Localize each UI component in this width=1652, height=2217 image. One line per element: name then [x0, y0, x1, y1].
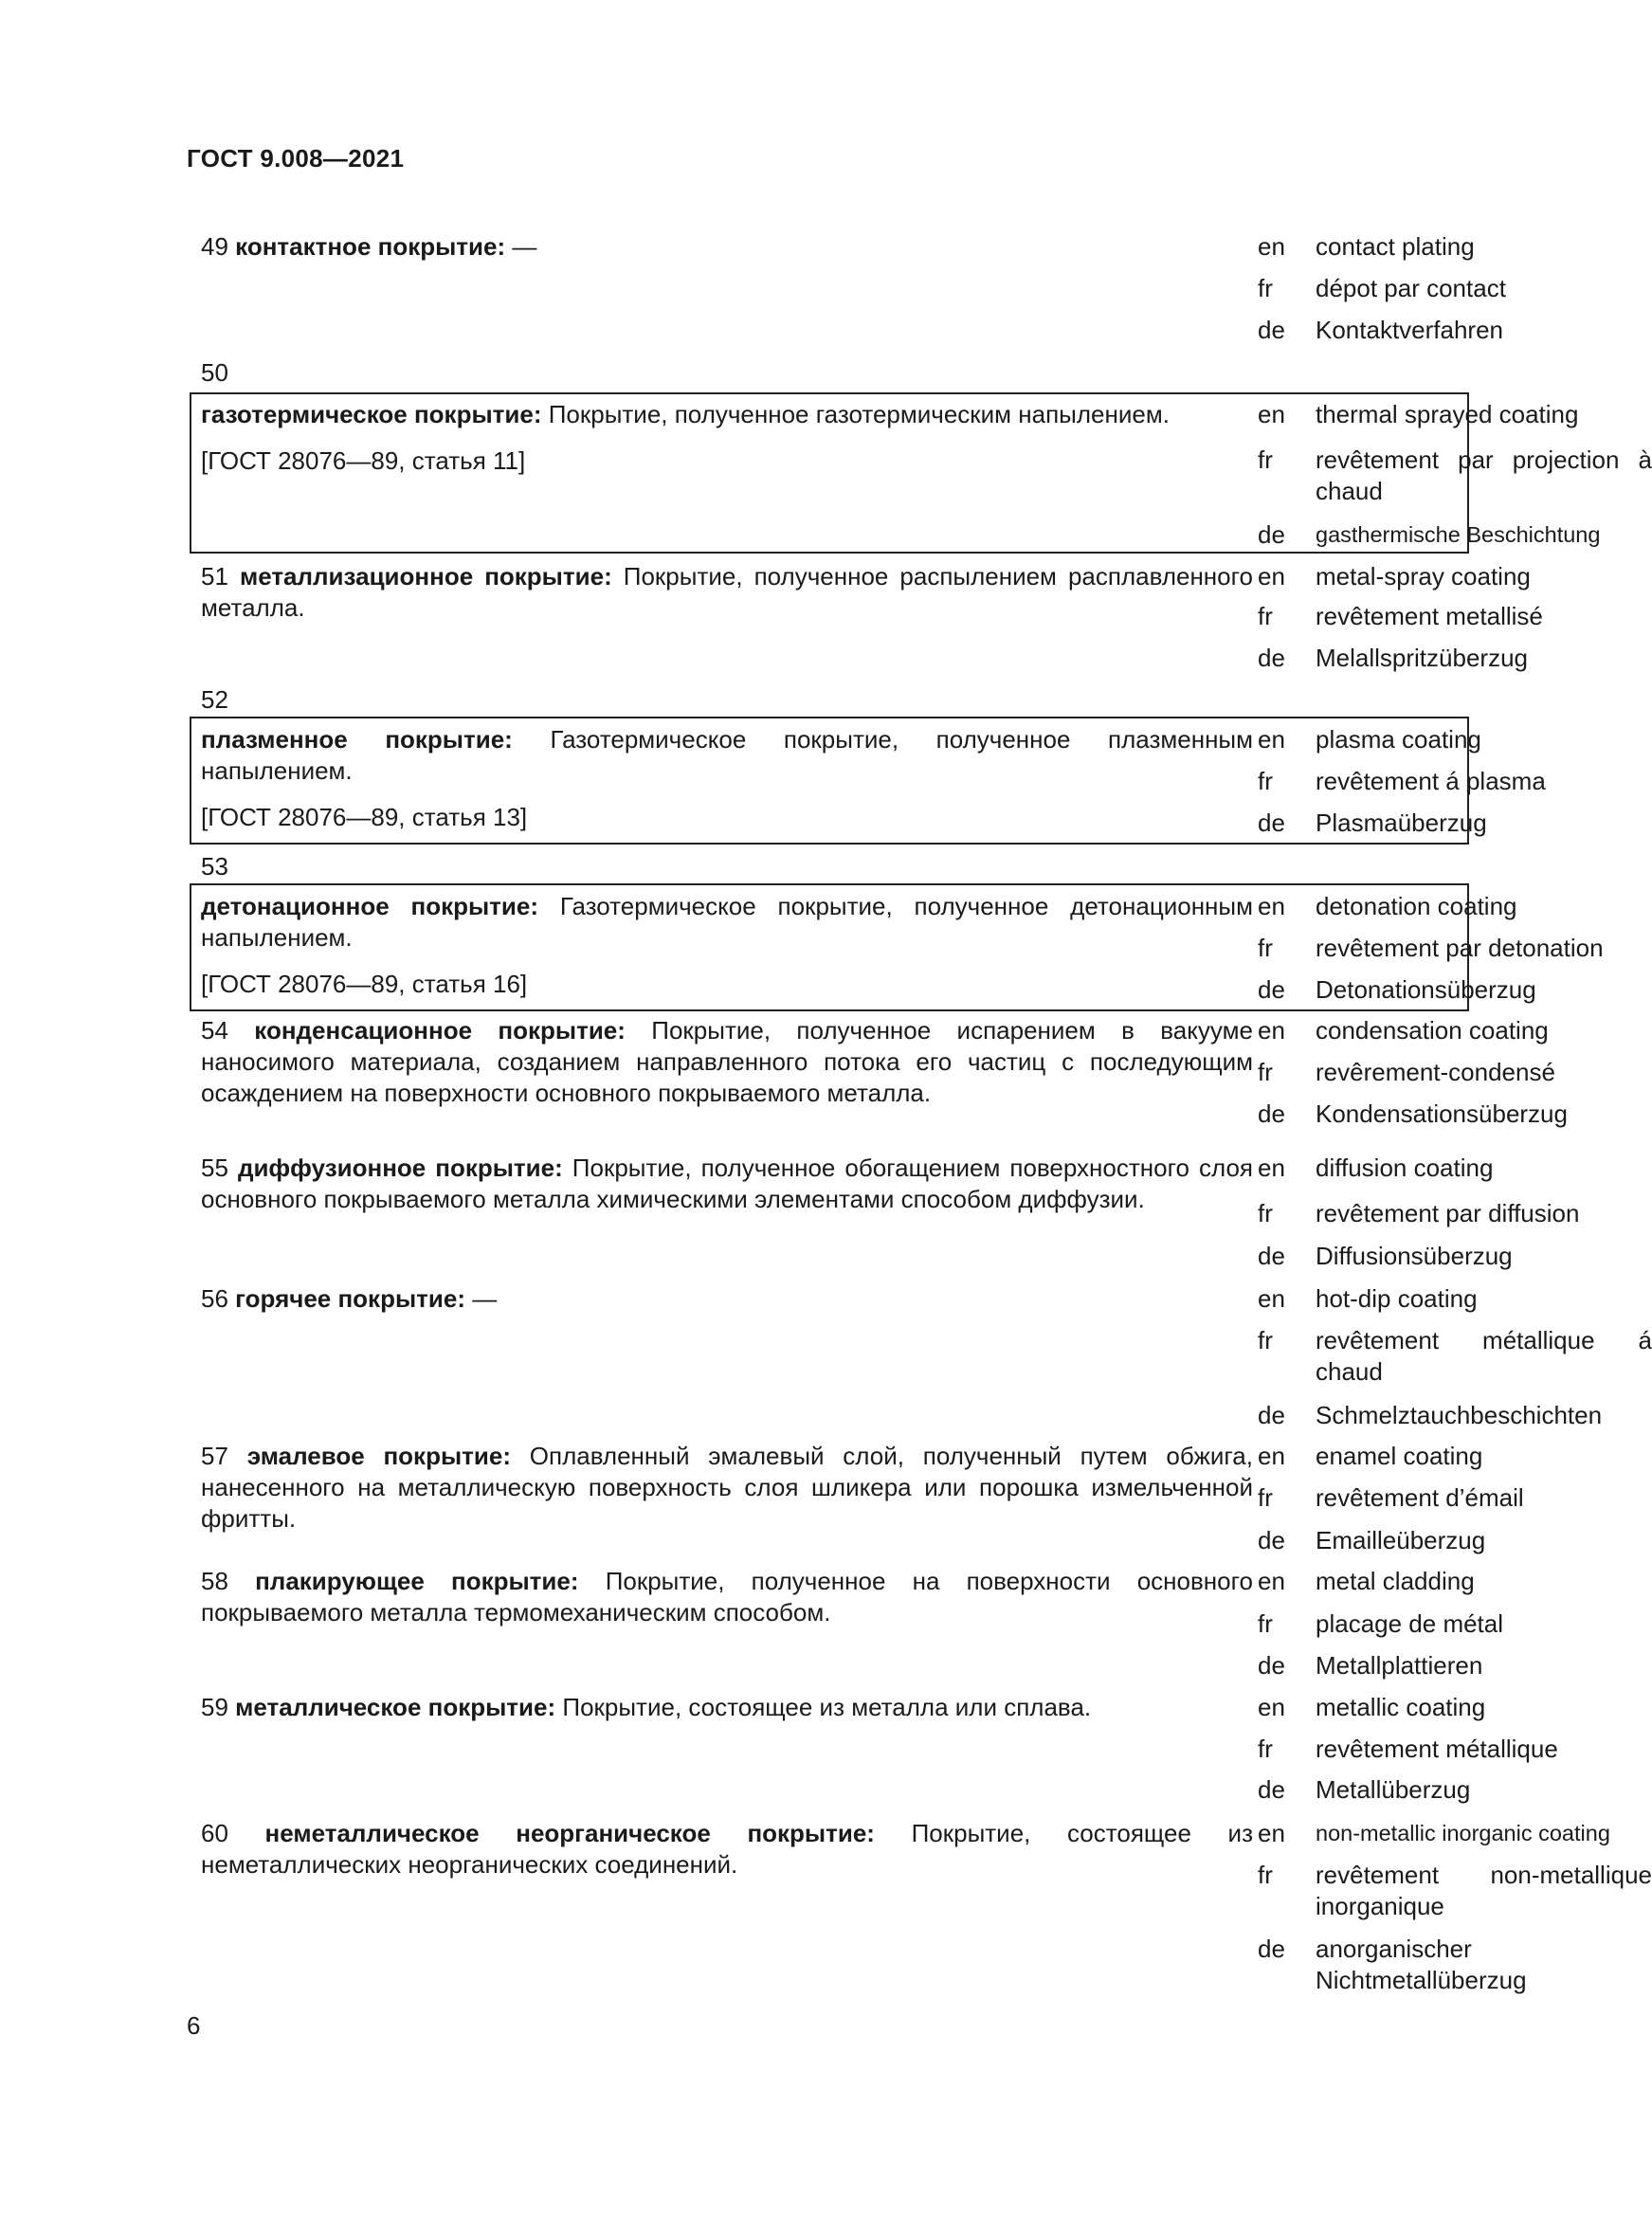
term-text: —	[465, 1284, 498, 1313]
lang-code-de: de	[1258, 809, 1285, 837]
translation-fr: revêtement á plasma	[1316, 767, 1546, 795]
translation-de: Diffusionsüberzug	[1316, 1242, 1513, 1270]
term-text: Покрытие, полученное газотермическим напылением.	[541, 400, 1170, 428]
term-definition	[201, 1818, 1253, 1881]
term-number: 55	[201, 1154, 228, 1182]
translation-fr: revêtement metallisé	[1316, 602, 1543, 630]
term-name: детонационное покрытие:	[201, 892, 539, 920]
lang-code-en: en	[1258, 562, 1285, 591]
translation-en: metallic coating	[1316, 1693, 1486, 1721]
translation-de: Kondensationsüberzug	[1316, 1099, 1568, 1128]
term-entry-56	[190, 1283, 1652, 1435]
translation-de: Metallplattieren	[1316, 1651, 1483, 1680]
lang-code-en: en	[1258, 725, 1285, 754]
lang-code-fr: fr	[1258, 934, 1273, 962]
lang-code-en: en	[1258, 1016, 1285, 1045]
term-entry-55	[190, 1153, 1580, 1281]
lang-code-de: de	[1258, 1242, 1285, 1270]
term-number-label: 50	[201, 358, 228, 387]
term-text: Покрытие, полученное распылением расплавленного металла.	[201, 562, 1253, 622]
translation-fr: revêtement par diffusion	[1316, 1199, 1580, 1227]
term-entry-52	[190, 724, 1546, 843]
lang-code-de: de	[1258, 316, 1285, 344]
term-number: 58	[201, 1567, 228, 1595]
term-number: 54	[201, 1016, 228, 1045]
lang-code-fr: fr	[1258, 1609, 1273, 1638]
translation-de: Melallspritzüberzug	[1316, 644, 1528, 672]
term-definition	[201, 1153, 1253, 1215]
translation-fr: revêtement par projection à chaud	[1316, 445, 1652, 505]
term-text: Оплавленный эмалевый слой, полученный путем обжига, нанесенного на металлическую поверхность слоя шликера или порошка измельченной фритты.	[201, 1442, 1253, 1533]
translation-en: detonation coating	[1316, 892, 1517, 920]
translation-en: non-metallic inorganic coating	[1316, 1821, 1610, 1845]
term-text: Покрытие, полученное на поверхности основного покрываемого металла термомеханическим способом.	[201, 1567, 1253, 1626]
term-number-label: 53	[201, 852, 228, 881]
translation-en: plasma coating	[1316, 725, 1481, 754]
term-name: металлическое покрытие:	[235, 1693, 556, 1721]
term-definition	[201, 1566, 1253, 1628]
translation-fr: revêtement d’émail	[1316, 1483, 1524, 1512]
term-text: Покрытие, полученное испарением в вакууме наносимого материала, созданием направленного потока его частиц с последующим осаждением на поверхности основного покрываемого металла.	[201, 1016, 1253, 1107]
term-name: плакирующее покрытие:	[255, 1567, 579, 1595]
term-name: диффузионное покрытие:	[237, 1154, 563, 1182]
term-name: горячее покрытие:	[235, 1284, 465, 1313]
translation-de: gasthermische Beschichtung	[1316, 522, 1601, 547]
term-name: конденсационное покрытие:	[254, 1016, 626, 1045]
translation-en: enamel coating	[1316, 1442, 1483, 1470]
translation-de: Plasmaüberzug	[1316, 809, 1487, 837]
term-source: [ГОСТ 28076—89, статья 16]	[201, 970, 528, 998]
term-text: —	[505, 232, 537, 261]
document-header: ГОСТ 9.008—2021	[187, 144, 405, 173]
term-name: металлизационное покрытие:	[239, 562, 612, 591]
lang-code-fr: fr	[1258, 1326, 1273, 1354]
term-entry-49	[190, 231, 1506, 345]
term-text: Газотермическое покрытие, полученное плазменным напылением.	[201, 725, 1253, 785]
translation-en: metal-spray coating	[1316, 562, 1531, 591]
lang-code-de: de	[1258, 1935, 1285, 1963]
lang-code-de: de	[1258, 1775, 1285, 1804]
lang-code-en: en	[1258, 1442, 1285, 1470]
lang-code-en: en	[1258, 1819, 1285, 1847]
lang-code-fr: fr	[1258, 602, 1273, 630]
term-definition	[201, 1692, 1253, 1723]
translation-en: diffusion coating	[1316, 1154, 1494, 1182]
lang-code-en: en	[1258, 892, 1285, 920]
lang-code-en: en	[1258, 400, 1285, 428]
term-name: контактное покрытие:	[235, 232, 506, 261]
term-entry-58	[190, 1566, 1504, 1684]
term-definition	[201, 1441, 1253, 1535]
term-name: газотермическое покрытие:	[201, 400, 542, 428]
lang-code-fr: fr	[1258, 1483, 1273, 1512]
lang-code-fr: fr	[1258, 1058, 1273, 1086]
translation-fr: revêtement non-metallique inorganique	[1316, 1861, 1652, 1920]
term-number-label: 52	[201, 685, 228, 714]
lang-code-de: de	[1258, 975, 1285, 1004]
lang-code-de: de	[1258, 520, 1285, 549]
translation-en: hot-dip coating	[1316, 1284, 1478, 1313]
term-definition	[201, 891, 1253, 1000]
translation-de: Metallüberzug	[1316, 1775, 1471, 1804]
term-entry-51	[190, 561, 1543, 675]
lang-code-fr: fr	[1258, 1199, 1273, 1227]
term-entry-59	[190, 1692, 1558, 1810]
page-number: 6	[187, 2011, 201, 2040]
term-name: эмалевое покрытие:	[246, 1442, 511, 1470]
lang-code-fr: fr	[1258, 445, 1273, 474]
lang-code-de: de	[1258, 1401, 1285, 1429]
lang-code-de: de	[1258, 1099, 1285, 1128]
term-name: неметаллическое неорганическое покрытие:	[264, 1819, 875, 1847]
lang-code-en: en	[1258, 1154, 1285, 1182]
term-source: [ГОСТ 28076—89, статья 11]	[201, 446, 526, 475]
term-number: 57	[201, 1442, 228, 1470]
lang-code-en: en	[1258, 1693, 1285, 1721]
term-number: 49	[201, 232, 228, 261]
lang-code-fr: fr	[1258, 767, 1273, 795]
term-text: Газотермическое покрытие, полученное детонационным напылением.	[201, 892, 1253, 952]
lang-code-en: en	[1258, 1284, 1285, 1313]
translation-en: contact plating	[1316, 232, 1475, 261]
translation-en: metal cladding	[1316, 1567, 1475, 1595]
term-number: 60	[201, 1819, 228, 1847]
term-entry-50	[190, 399, 1652, 551]
lang-code-en: en	[1258, 1567, 1285, 1595]
lang-code-de: de	[1258, 644, 1285, 672]
term-text: Покрытие, состоящее из неметаллических неорганических соединений.	[201, 1819, 1253, 1879]
translation-fr: placage de métal	[1316, 1609, 1504, 1638]
translation-fr: revêtement métallique	[1316, 1735, 1558, 1763]
term-entry-60	[190, 1818, 1652, 2008]
lang-code-fr: fr	[1258, 1735, 1273, 1763]
translation-en: condensation coating	[1316, 1016, 1549, 1045]
lang-code-fr: fr	[1258, 274, 1273, 302]
term-definition	[201, 724, 1253, 833]
term-name: плазменное покрытие:	[201, 725, 513, 754]
term-definition	[201, 1283, 1253, 1315]
term-entry-54	[190, 1015, 1568, 1146]
translation-de: Schmelztauchbeschichten	[1316, 1401, 1603, 1429]
term-definition	[201, 1015, 1253, 1109]
lang-code-de: de	[1258, 1651, 1285, 1680]
translation-de: Kontaktverfahren	[1316, 316, 1504, 344]
term-entry-53	[190, 891, 1604, 1009]
term-number: 51	[201, 562, 228, 591]
lang-code-de: de	[1258, 1526, 1285, 1554]
term-number: 59	[201, 1693, 228, 1721]
translation-fr: revêrement-condensé	[1316, 1058, 1555, 1086]
translation-de: Emailleüberzug	[1316, 1526, 1486, 1554]
translation-de: Detonationsüberzug	[1316, 975, 1536, 1004]
lang-code-en: en	[1258, 232, 1285, 261]
term-number: 56	[201, 1284, 228, 1313]
term-text: Покрытие, полученное обогащением поверхностного слоя основного покрываемого металла химическими элементами способом диффузии.	[201, 1154, 1253, 1213]
lang-code-fr: fr	[1258, 1861, 1273, 1889]
translation-fr: dépot par contact	[1316, 274, 1506, 302]
translation-de: anorganischer Nichtmetallüberzug	[1316, 1935, 1527, 1994]
term-text: Покрытие, состоящее из металла или сплава.	[555, 1693, 1092, 1721]
translation-fr: revêtement par detonation	[1316, 934, 1604, 962]
translation-en: thermal sprayed coating	[1316, 400, 1579, 428]
term-source: [ГОСТ 28076—89, статья 13]	[201, 803, 528, 831]
term-definition	[201, 561, 1253, 624]
term-definition	[201, 231, 1253, 263]
term-entry-57	[190, 1441, 1524, 1559]
term-definition	[201, 399, 1253, 477]
translation-fr: revêtement métallique á chaud	[1316, 1326, 1652, 1386]
